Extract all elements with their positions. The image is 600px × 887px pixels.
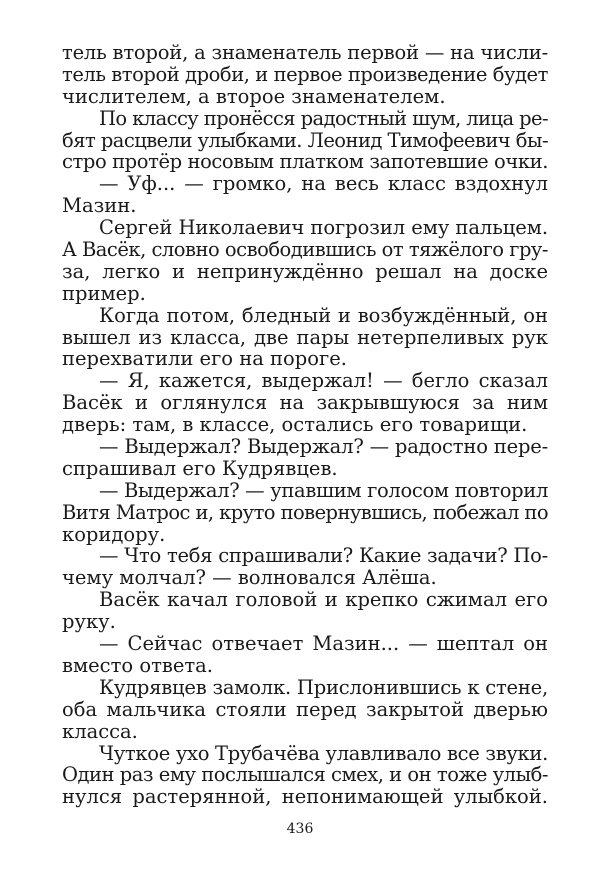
text-line: — Я, кажется, выдержал! — бегло сказал [99, 369, 548, 393]
text-line: Когда потом, бледный и возбуждённый, он [99, 303, 548, 327]
text-line: Мазин. [62, 194, 137, 218]
text-line: А Васёк, словно освободившись от тяжёлого гру- [62, 238, 548, 262]
text-line: пример. [62, 281, 146, 305]
text-line: коридору. [62, 522, 166, 546]
text-line: По классу пронёсся радостный шум, лица ре- [99, 106, 548, 130]
text-line: за, легко и непринуждённо решал на доске [62, 259, 548, 283]
text-line: дверь: там, в классе, остались его товарищи. [62, 413, 528, 437]
text-line: нулся растерянной, непонимающей улыбкой. [62, 785, 548, 809]
text-line: Васёк качал головой и крепко сжимал его [99, 588, 548, 612]
text-line: тель второй дроби, и первое произведение будет [62, 62, 548, 86]
text-line: стро протёр носовым платком запотевшие очки. [62, 150, 548, 174]
text-line: — Сейчас отвечает Мазин... — шептал он [99, 632, 548, 656]
text-line: Васёк и оглянулся на закрывшуюся за ним [62, 391, 548, 415]
text-line: Один раз ему послышался смех, и он тоже улыб- [62, 763, 548, 787]
text-line: перехватили его на пороге. [62, 347, 347, 371]
text-line: тель второй, а знаменатель первой — на числи- [62, 41, 548, 64]
text-line: бят расцвели улыбками. Леонид Тимофеевич бы- [62, 128, 549, 152]
text-line: чему молчал? — волновался Алёша. [62, 566, 437, 590]
text-line: вместо ответа. [62, 653, 213, 677]
text-line: Кудрявцев замолк. Прислонившись к стене, [99, 675, 548, 699]
text-line: числителем, а второе знаменателем. [62, 84, 446, 108]
text-line: — Выдержал? Выдержал? — радостно пере- [99, 435, 548, 459]
text-line: — Уф... — громко, на весь класс вздохнул [99, 172, 548, 196]
text-line: Витя Матрос и, круто повернувшись, побежал по [62, 500, 548, 524]
text-line: руку. [62, 610, 116, 634]
text-line: — Выдержал? — упавшим голосом повторил [99, 478, 549, 502]
text-line: вышел из класса, две пары нетерпеливых рук [62, 325, 548, 349]
page-number: 436 [286, 821, 314, 837]
text-line: оба мальчика стояли перед закрытой дверью [62, 697, 548, 721]
text-line: Сергей Николаевич погрозил ему пальцем. [99, 216, 548, 240]
text-line: Чуткое ухо Трубачёва улавливало все звуки. [99, 741, 549, 765]
text-line: класса. [62, 719, 138, 743]
text-line: спрашивал его Кудрявцев. [62, 456, 338, 480]
body-text [62, 42, 548, 808]
text-line: — Что тебя спрашивали? Какие задачи? По- [99, 544, 548, 568]
